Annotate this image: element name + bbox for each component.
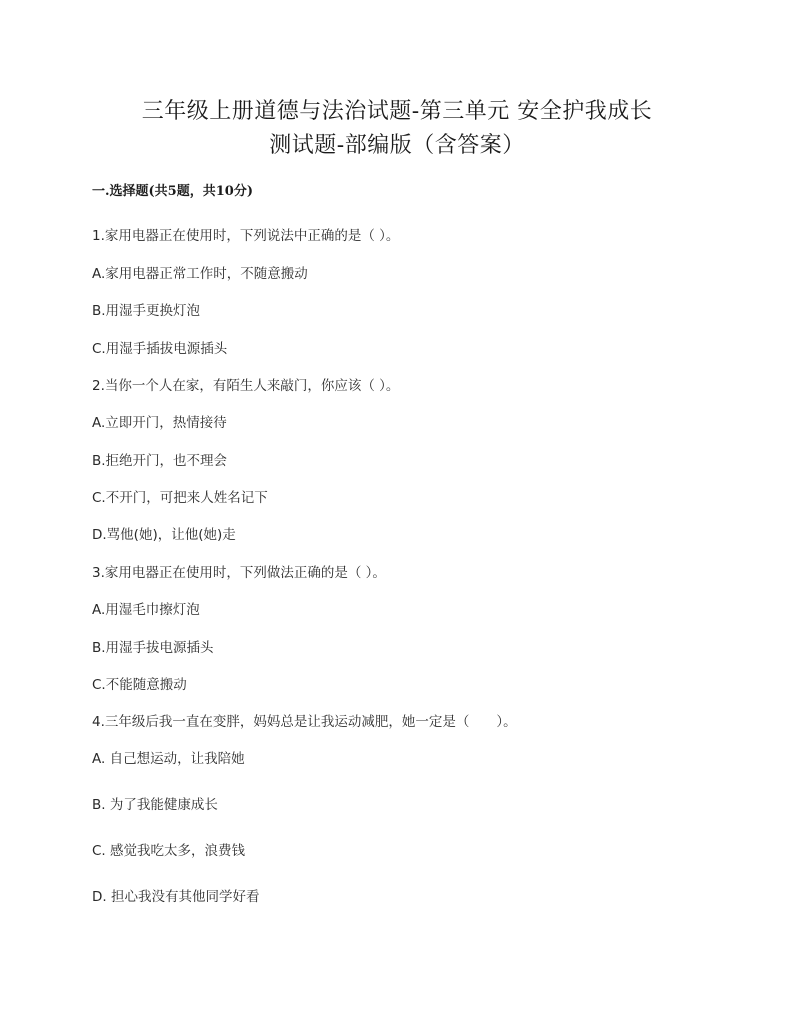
question-3-option-c: C.不能随意搬动	[92, 677, 187, 693]
question-4-option-c: C. 感觉我吃太多，浪费钱	[92, 843, 246, 859]
document-title-line-1: 三年级上册道德与法治试题-第三单元 安全护我成长	[141, 99, 653, 124]
question-1-option-a: A.家用电器正常工作时，不随意搬动	[92, 266, 308, 282]
question-2-option-c: C.不开门，可把来人姓名记下	[92, 490, 268, 506]
question-2-option-d: D.骂他(她)，让他(她)走	[92, 527, 236, 543]
question-2-stem: 2.当你一个人在家，有陌生人来敲门，你应该（ ）。	[92, 378, 400, 394]
document-title-line-2: 测试题-部编版（含答案）	[269, 133, 525, 158]
question-2-option-b: B.拒绝开门，也不理会	[92, 453, 228, 469]
question-4-option-a: A. 自己想运动，让我陪她	[92, 751, 245, 767]
question-4-option-d: D. 担心我没有其他同学好看	[92, 889, 260, 905]
question-2-option-a: A.立即开门，热情接待	[92, 415, 227, 431]
question-3-stem: 3.家用电器正在使用时，下列做法正确的是（ ）。	[92, 565, 386, 581]
question-4-stem: 4.三年级后我一直在变胖，妈妈总是让我运动减肥，她一定是（ ）。	[92, 714, 517, 730]
section-heading: 一.选择题(共5题，共10分)	[92, 184, 253, 199]
question-3-option-a: A.用湿毛巾擦灯泡	[92, 602, 200, 618]
question-4-option-b: B. 为了我能健康成长	[92, 797, 218, 813]
question-1-option-b: B.用湿手更换灯泡	[92, 303, 201, 319]
question-3-option-b: B.用湿手拔电源插头	[92, 640, 214, 656]
question-1-option-c: C.用湿手插拔电源插头	[92, 341, 228, 357]
question-1-stem: 1.家用电器正在使用时，下列说法中正确的是（ ）。	[92, 228, 400, 244]
